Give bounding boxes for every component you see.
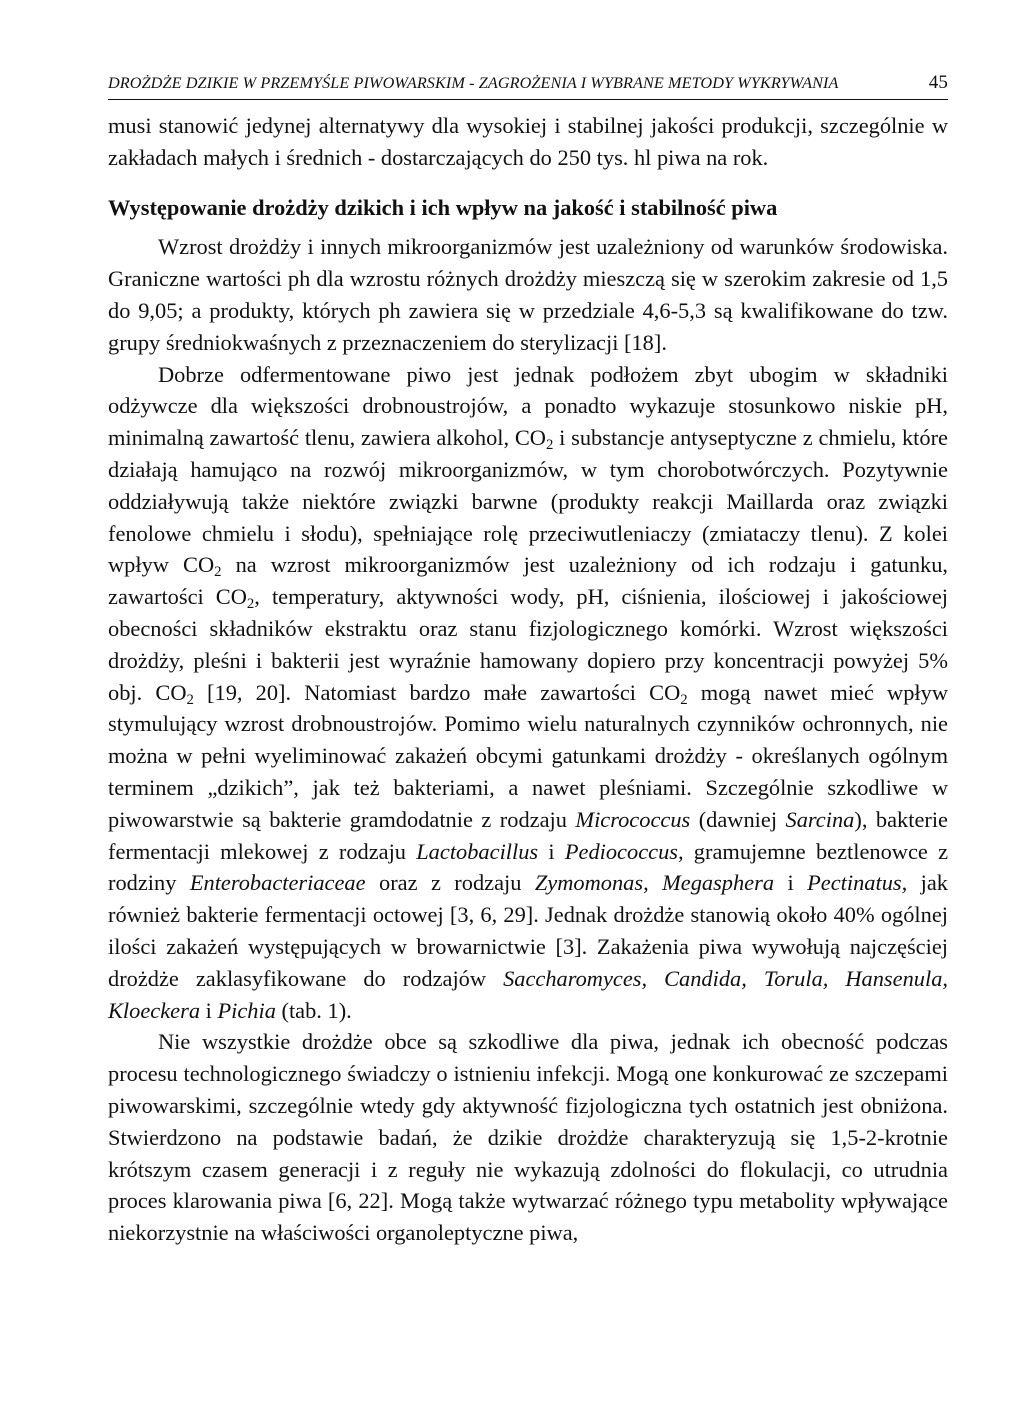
- text-run: na wzrost mikroorganizmów jest uzależniony od ich rodzaju i gatunku, zawartości CO: [108, 552, 949, 610]
- text-run: mogą nawet mieć wpływ stymulujący wzrost drobnoustrojów. Pomimo wielu naturalnych czynników ochronnych, nie można w pełni wyeliminować zakażeń obcymi gatunkami drożdży - określanych ogólnym terminem „dzikich”, jak też bakteriami, a nawet pleśniami. Szczególnie szkodliwe w piwowarstwie są bakterie gramdodatnie z rodzaju: [108, 679, 948, 832]
- page-number: 45: [928, 72, 948, 93]
- running-title: DROŻDŻE DZIKIE W PRZEMYŚLE PIWOWARSKIM - ZAGROŻENIA I WYBRANE METODY WYKRYWANIA: [108, 74, 839, 92]
- text-run: jak również bakterie fermentacji octowej [3, 6, 29]. Jednak drożdże stanowią około 40% ogólnej ilości zakażeń występujących w browarnictwie [3]. Zakażenia piwa wywołują najczęściej drożdże zaklasyfikowane do rodzajów: [108, 870, 949, 991]
- text-run: i substancje antyseptyczne z chmielu, które działają hamująco na rozwój mikroorganizmów, w tym chorobotwórczych. Pozytywnie oddziaływują także niektóre związki barwne (produkty reakcji Maillarda oraz związki fenolowe chmielu i słodu), spełniające rolę przeciwutleniaczy (zmiataczy tlenu). Z kolei wpływ CO: [108, 425, 948, 578]
- taxon-name: Enterobacteriaceae: [189, 870, 366, 896]
- taxon-name: Micrococcus: [575, 806, 691, 832]
- text-run: i: [538, 838, 565, 864]
- text-run: Dobrze odfermentowane piwo jest jednak podłożem zbyt ubogim w składniki odżywcze dla większości drobnoustrojów, a ponadto wykazuje stosunkowo niskie pH, minimalną zawartość tlenu, zawiera alkohol, CO: [108, 361, 948, 451]
- subscript: 2: [680, 691, 688, 708]
- taxon-name: Pichia: [217, 997, 276, 1023]
- text-run: [19, 20]. Natomiast bardzo małe zawartości CO: [193, 679, 681, 705]
- subscript: 2: [186, 691, 194, 708]
- subscript: 2: [246, 596, 255, 613]
- paragraph-wild-yeast-effects: Nie wszystkie drożdże obce są szkodliwe dla piwa, jednak ich obecność podczas procesu technologicznego świadczy o istnieniu infekcji. Mogą one konkurować ze szczepami piwowarskimi, szczególnie wtedy gdy aktywność fizjologiczna tych ostatnich jest obniżona. Stwierdzono na podstawie badań, że dzikie drożdże charakteryzują się 1,5-2-krotnie krótszym czasem generacji i z reguły nie wykazują zdolności do flokulacji, co utrudnia proces klarowania piwa [6, 22]. Mogą także wytwarzać różnego typu metabolity wpływające niekorzystnie na właściwości organoleptyczne piwa,: [108, 1029, 948, 1246]
- section-heading: Występowanie drożdży dzikich i ich wpływ na jakość i stabilność piwa: [108, 194, 778, 220]
- taxon-name: Lactobacillus: [416, 838, 539, 864]
- page: [108, 72, 948, 1249]
- taxon-name: Zymomonas, Megasphera: [534, 870, 775, 896]
- running-header: [108, 72, 948, 100]
- text-run: gramujemne beztlenowce z rodziny: [108, 838, 949, 896]
- paragraph-continued: musi stanowić jedynej alternatywy dla wysokiej i stabilnej jakości produkcji, szczególnie w zakładach małych i średnich - dostarczających do 250 tys. hl piwa na rok.: [108, 113, 948, 170]
- text-run: ), bakterie fermentacji mlekowej z rodzaju: [108, 806, 948, 864]
- taxon-name: Pectinatus,: [807, 870, 908, 896]
- text-run: i: [200, 997, 218, 1023]
- taxon-name: Saccharomyces, Candida, Torula, Hansenula, Kloeckera: [108, 965, 948, 1023]
- text-run: (tab. 1).: [275, 997, 352, 1023]
- paragraph-growth-conditions: Wzrost drożdży i innych mikroorganizmów jest uzależniony od warunków środowiska. Graniczne wartości ph dla wzrostu różnych drożdży mieszczą się w szerokim zakresie od 1,5 do 9,05; a produkty, których ph zawiera się w przedziale 4,6-5,3 są kwalifikowane do tzw. grupy średniokwaśnych z przeznaczeniem do sterylizacji [18].: [108, 234, 948, 355]
- body-text: [108, 110, 948, 1249]
- paragraph-beer-protection: [108, 359, 948, 1027]
- subscript: 2: [214, 564, 222, 581]
- text-run: i: [774, 870, 808, 896]
- text-run: oraz z rodzaju: [365, 870, 535, 896]
- text-run: (dawniej: [690, 806, 786, 832]
- subscript: 2: [545, 437, 554, 454]
- taxon-name: Pediococcus,: [564, 838, 684, 864]
- taxon-name: Sarcina: [785, 806, 855, 832]
- text-run: , temperatury, aktywności wody, pH, ciśnienia, ilościowej i jakościowej obecności składników ekstraktu oraz stanu fizjologicznego komórki. Wzrost większości drożdży, pleśni i bakterii jest wyraźnie hamowany dopiero przy koncentracji powyżej 5% obj. CO: [108, 584, 948, 705]
